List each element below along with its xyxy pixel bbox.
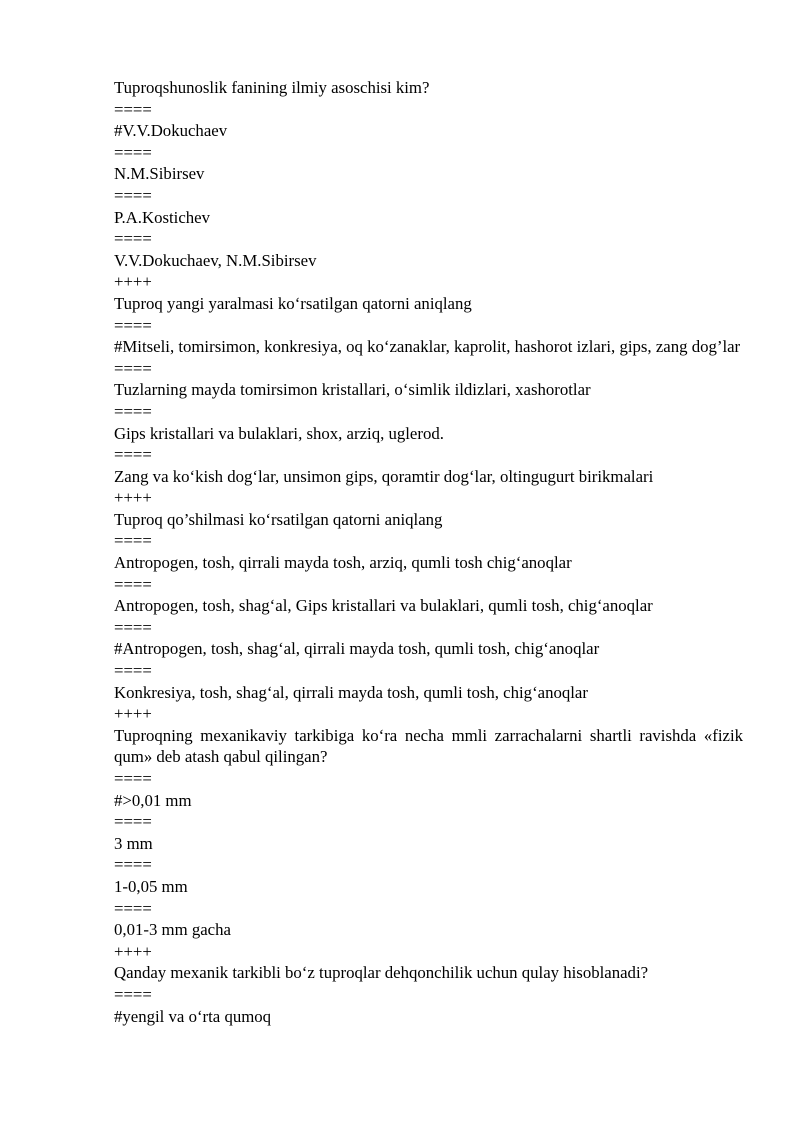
question-delimiter: ++++ [114, 272, 152, 292]
separator: ==== [114, 531, 152, 551]
separator: ==== [114, 229, 152, 249]
answer-option: 1-0,05 mm [114, 876, 188, 896]
question-3-text: Tuproq qo’shilmasi ko‘rsatilgan qatorni aniqlang [114, 509, 443, 529]
separator: ==== [114, 984, 152, 1004]
question-1-text: Tuproqshunoslik fanining ilmiy asoschisi kim? [114, 78, 430, 97]
separator: ==== [114, 142, 152, 162]
separator: ==== [114, 812, 152, 832]
question-4-text: Tuproqning mexanikaviy tarkibiga ko‘ra necha mmli zarrachalarni shartli ravishda «fizik qum» deb atash qabul qilingan? [114, 725, 743, 767]
separator: ==== [114, 898, 152, 918]
separator: ==== [114, 315, 152, 335]
answer-option: Antropogen, tosh, qirrali mayda tosh, arziq, qumli tosh chig‘anoqlar [114, 553, 572, 573]
answer-option: #>0,01 mm [114, 790, 192, 810]
answer-option: P.A.Kostichev [114, 207, 211, 227]
answer-option: #V.V.Dokuchaev [114, 121, 228, 141]
answer-option: Antropogen, tosh, shag‘al, Gips kristallari va bulaklari, qumli tosh, chig‘anoqlar [114, 596, 653, 616]
answer-option: N.M.Sibirsev [114, 164, 205, 184]
answer-option: 0,01-3 mm gacha [114, 920, 231, 940]
separator: ==== [114, 617, 152, 637]
document-body [114, 77, 743, 1027]
separator: ==== [114, 358, 152, 378]
answer-option: #yengil va o‘rta qumoq [114, 1006, 272, 1026]
answer-option: Gips kristallari va bulaklari, shox, arziq, uglerod. [114, 423, 444, 443]
answer-option: V.V.Dokuchaev, N.M.Sibirsev [114, 250, 317, 270]
separator: ==== [114, 99, 152, 119]
question-delimiter: ++++ [114, 941, 152, 961]
answer-option: 3 mm [114, 833, 153, 853]
separator: ==== [114, 855, 152, 875]
separator: ==== [114, 661, 152, 681]
separator: ==== [114, 401, 152, 421]
answer-option: #Mitseli, tomirsimon, konkresiya, oq ko‘zanaklar, kaprolit, hashorot izlari, gips, zang dog’lar [114, 337, 741, 357]
answer-option: Zang va ko‘kish dog‘lar, unsimon gips, qoramtir dog‘lar, oltingugurt birikmalari [114, 466, 654, 486]
separator: ==== [114, 445, 152, 465]
question-delimiter: ++++ [114, 488, 152, 508]
separator: ==== [114, 574, 152, 594]
question-delimiter: ++++ [114, 704, 152, 724]
separator: ==== [114, 769, 152, 788]
answer-option: Konkresiya, tosh, shag‘al, qirrali mayda tosh, qumli tosh, chig‘anoqlar [114, 682, 588, 702]
separator: ==== [114, 185, 152, 205]
question-5-text: Qanday mexanik tarkibli bo‘z tuproqlar dehqonchilik uchun qulay hisoblanadi? [114, 963, 649, 983]
answer-option: Tuzlarning mayda tomirsimon kristallari, o‘simlik ildizlari, xashorotlar [114, 380, 591, 400]
answer-option: #Antropogen, tosh, shag‘al, qirrali mayda tosh, qumli tosh, chig‘anoqlar [114, 639, 600, 659]
question-2-text: Tuproq yangi yaralmasi ko‘rsatilgan qatorni aniqlang [114, 293, 472, 313]
